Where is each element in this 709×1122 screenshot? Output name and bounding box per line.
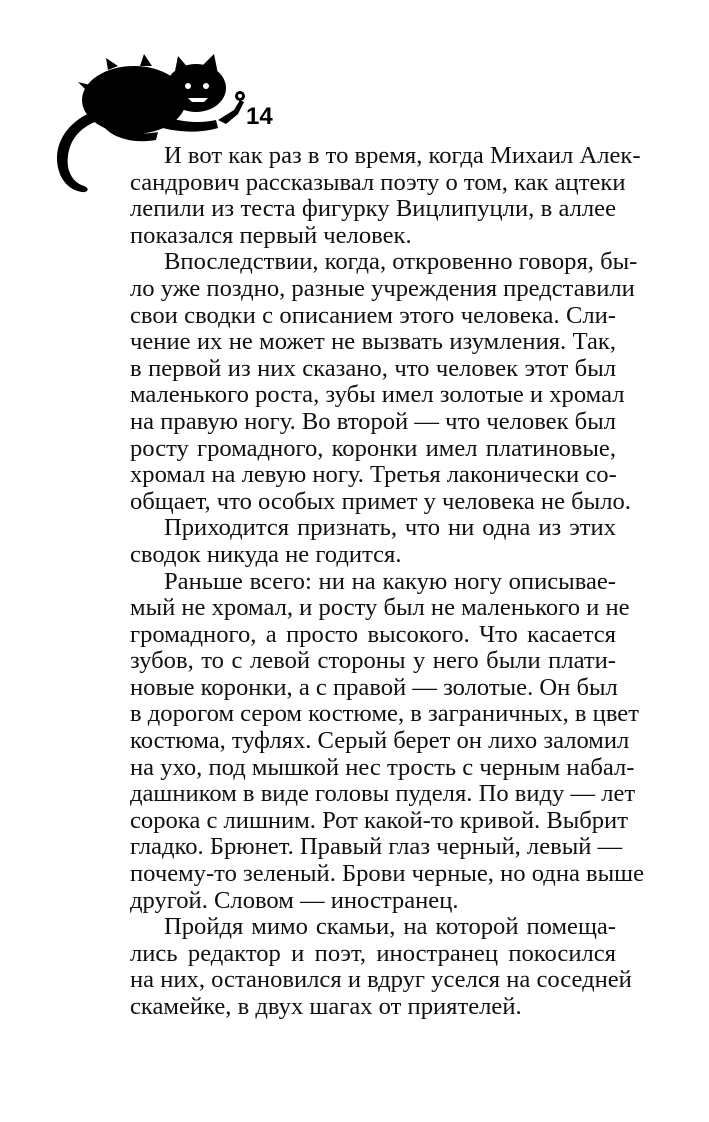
text-line: новые коронки, а с правой — золотые. Он был xyxy=(130,673,618,701)
text-line: сандрович рассказывал поэту о том, как ацтеки xyxy=(130,168,626,196)
text-line: костюма, туфлях. Серый берет он лихо заломил xyxy=(130,727,630,755)
text-line: другой. Словом — иностранец. xyxy=(130,886,459,914)
text-line: общает, что особых примет у человека не было. xyxy=(130,487,631,515)
body-text xyxy=(130,142,645,1021)
text-line: маленького роста, зубы имел золотые и хромал xyxy=(130,381,625,409)
text-line: зубов, то с левой стороны у него были плати- xyxy=(130,647,616,675)
text-line: скамейке, в двух шагах от приятелей. xyxy=(130,993,522,1020)
text-line: росту громадного, коронки имел платиновые, xyxy=(130,434,616,462)
text-line: И вот как раз в то время, когда Михаил Алек- xyxy=(164,142,641,169)
text-line: гладко. Брюнет. Правый глаз черный, левый — xyxy=(130,833,623,861)
text-line: чение их не может не вызвать изумления. Так, xyxy=(130,328,616,356)
text-line: лись редактор и поэт, иностранец покосился xyxy=(130,939,616,967)
text-line: на ухо, под мышкой нес трость с черным набал- xyxy=(130,753,635,781)
text-line: мый не хромал, и росту был не маленького и не xyxy=(130,594,630,622)
paragraph xyxy=(130,248,638,515)
text-line: сорока с лишним. Рот какой-то кривой. Выбрит xyxy=(130,806,628,834)
text-line: свои сводки с описанием этого человека. Сли- xyxy=(130,301,616,329)
paragraph xyxy=(130,515,616,568)
text-line: почему-то зеленый. Брови черные, но одна выше xyxy=(130,860,645,888)
paragraph xyxy=(130,913,632,1020)
text-line: громадного, а просто высокого. Что касается xyxy=(130,620,616,648)
text-line: на них, остановился и вдруг уселся на соседней xyxy=(130,966,632,994)
text-line: хромал на левую ногу. Третья лаконически со- xyxy=(130,461,617,489)
text-line: Пройдя мимо скамьи, на которой помеща- xyxy=(164,913,616,941)
text-line: дашником в виде головы пуделя. По виду — лет xyxy=(130,780,636,808)
text-line: ло уже поздно, разные учреждения представили xyxy=(130,274,635,302)
text-line: показался первый человек. xyxy=(130,221,412,249)
text-line: в первой из них сказано, что человек этот был xyxy=(130,354,616,382)
text-line: лепили из теста фигурку Вицлипуцли, в аллее xyxy=(130,195,616,223)
paragraph xyxy=(130,567,645,915)
text-line: Впоследствии, когда, откровенно говоря, бы- xyxy=(164,248,638,276)
text-line: в дорогом сером костюме, в заграничных, в цвет xyxy=(130,700,639,728)
page-number: 14 xyxy=(246,103,273,130)
text-line: Раньше всего: ни на какую ногу описывае- xyxy=(164,567,616,595)
text-line: Приходится признать, что ни одна из этих xyxy=(164,514,616,542)
text-line: сводок никуда не годится. xyxy=(130,540,402,568)
paragraph xyxy=(130,142,641,249)
text-line: на правую ногу. Во второй — что человек был xyxy=(130,407,616,435)
